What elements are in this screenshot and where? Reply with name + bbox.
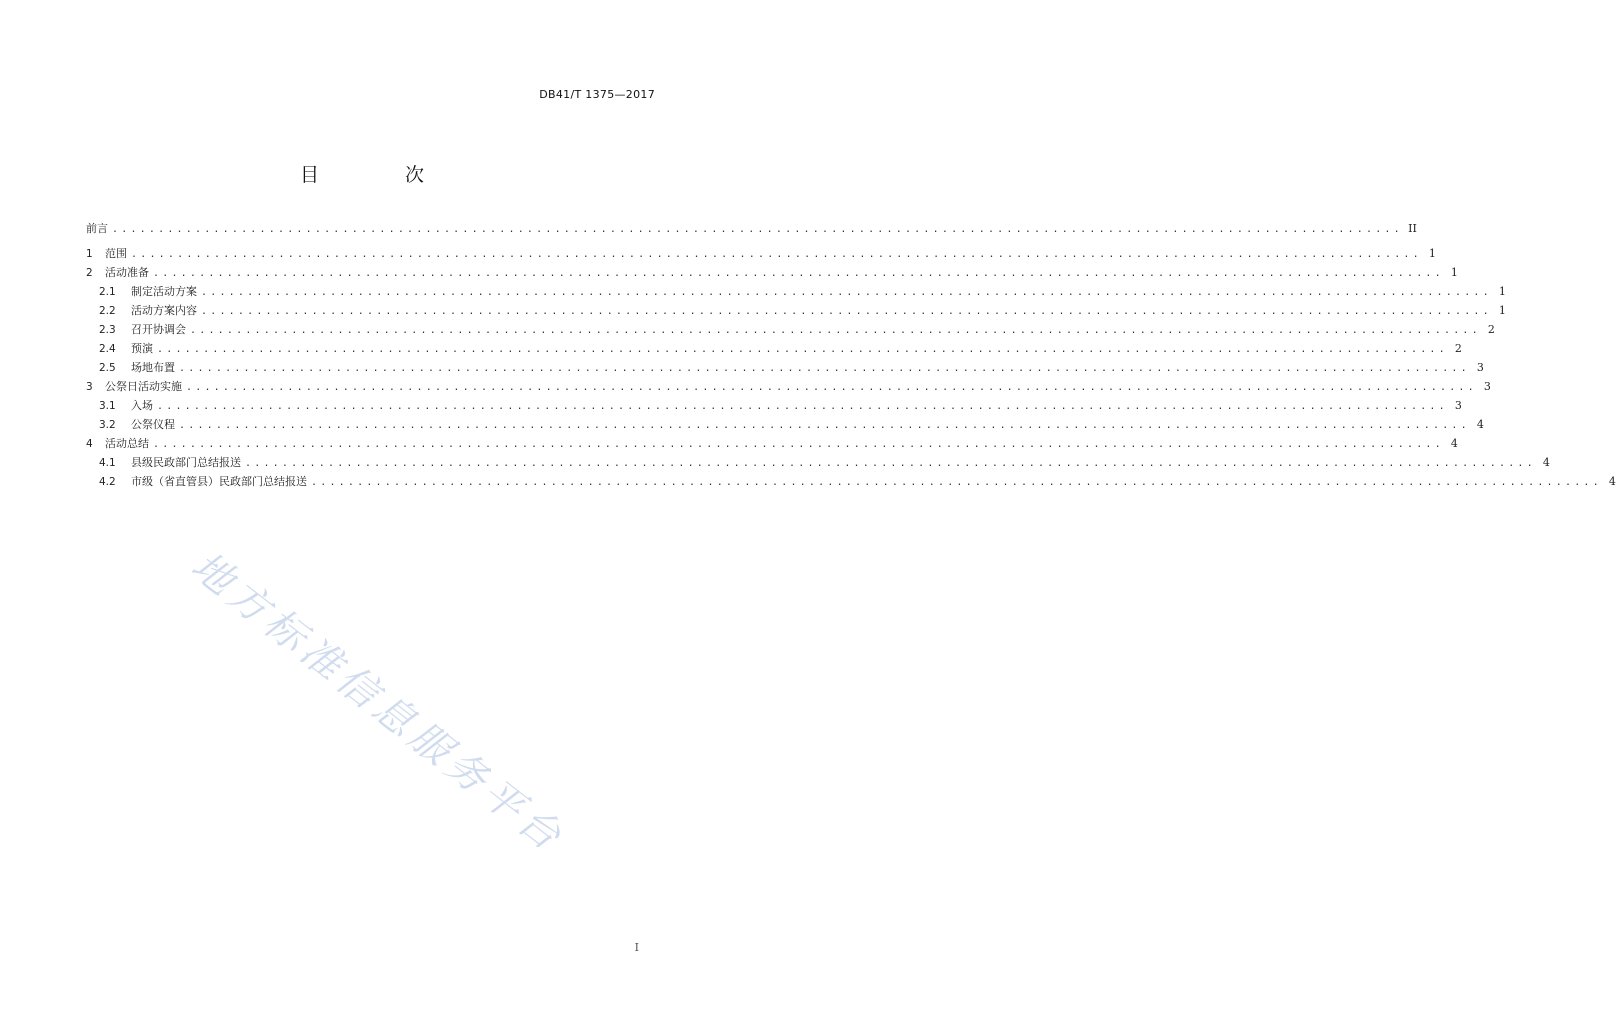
toc-entry-label: 召开协调会 bbox=[131, 323, 186, 336]
toc-dot-leader: ............................................................................................................................................ bbox=[157, 344, 1448, 355]
toc-entry-label: 市级（省直管县）民政部门总结报送 bbox=[131, 475, 307, 488]
page-number: I bbox=[634, 941, 639, 954]
toc-entry[interactable] bbox=[86, 396, 1462, 415]
toc-entry-label: 公祭日活动实施 bbox=[105, 380, 182, 393]
toc-dot-leader: ............................................................................................................................................ bbox=[201, 287, 1492, 298]
toc-dot-leader: ............................................................................................................................................ bbox=[131, 249, 1422, 260]
toc-entry[interactable] bbox=[86, 282, 1506, 301]
table-of-contents bbox=[86, 219, 1616, 491]
toc-dot-leader: ............................................................................................................................................ bbox=[201, 306, 1492, 317]
toc-entry-label: 入场 bbox=[131, 399, 153, 412]
watermark: 地方标准信息服务平台 bbox=[182, 543, 574, 863]
toc-entry-page: 1 bbox=[1428, 247, 1436, 260]
toc-entry-page: 1 bbox=[1498, 304, 1506, 317]
toc-entry-label: 范围 bbox=[105, 247, 127, 260]
toc-entry[interactable] bbox=[86, 377, 1491, 396]
toc-dot-leader: ............................................................................................................................................ bbox=[179, 420, 1470, 431]
toc-entry-number: 2.4 bbox=[99, 343, 116, 355]
toc-entry-page: 4 bbox=[1542, 456, 1550, 469]
toc-entry-number: 2 bbox=[86, 267, 93, 279]
toc-dot-leader: ............................................................................................................................................ bbox=[153, 268, 1444, 279]
toc-entry[interactable] bbox=[86, 244, 1436, 263]
toc-entry-number: 3.2 bbox=[99, 419, 116, 431]
toc-entry-label: 活动方案内容 bbox=[131, 304, 197, 317]
toc-dot-leader: ............................................................................................................................................ bbox=[112, 224, 1403, 235]
toc-entry-number: 2.3 bbox=[99, 324, 116, 336]
toc-entry[interactable] bbox=[86, 434, 1458, 453]
toc-dot-leader: ............................................................................................................................................ bbox=[153, 439, 1444, 450]
toc-dot-leader: ............................................................................................................................................ bbox=[190, 325, 1481, 336]
toc-entry-page: 4 bbox=[1608, 475, 1616, 488]
toc-entry[interactable] bbox=[86, 339, 1462, 358]
toc-entry-number: 4.2 bbox=[99, 476, 116, 488]
toc-entry[interactable] bbox=[86, 358, 1484, 377]
toc-entry-label: 活动准备 bbox=[105, 266, 149, 279]
toc-entry-number: 4.1 bbox=[99, 457, 116, 469]
toc-entry-label: 制定活动方案 bbox=[131, 285, 197, 298]
toc-entry-page: 4 bbox=[1476, 418, 1484, 431]
toc-dot-leader: ............................................................................................................................................ bbox=[179, 363, 1470, 374]
toc-entry-number: 2.2 bbox=[99, 305, 116, 317]
toc-dot-leader: ............................................................................................................................................ bbox=[245, 458, 1536, 469]
toc-entry-label: 场地布置 bbox=[131, 361, 175, 374]
toc-entry-page: 3 bbox=[1476, 361, 1484, 374]
toc-entry-number: 3.1 bbox=[99, 400, 116, 412]
toc-entry-label: 预演 bbox=[131, 342, 153, 355]
toc-entry-number: 2.5 bbox=[99, 362, 116, 374]
toc-dot-leader: ............................................................................................................................................ bbox=[157, 401, 1448, 412]
toc-entry-number: 1 bbox=[86, 248, 93, 260]
toc-entry-page: 3 bbox=[1454, 399, 1462, 412]
toc-entry-label: 县级民政部门总结报送 bbox=[131, 456, 241, 469]
toc-entry[interactable] bbox=[86, 219, 1417, 238]
toc-entry[interactable] bbox=[86, 301, 1506, 320]
toc-entry-page: 4 bbox=[1450, 437, 1458, 450]
toc-entry-page: 2 bbox=[1454, 342, 1462, 355]
toc-dot-leader: ............................................................................................................................................ bbox=[186, 382, 1477, 393]
toc-entry-label: 活动总结 bbox=[105, 437, 149, 450]
toc-entry-label: 公祭仪程 bbox=[131, 418, 175, 431]
toc-entry[interactable] bbox=[86, 472, 1616, 491]
standard-code: DB41/T 1375—2017 bbox=[539, 88, 655, 101]
toc-dot-leader: ............................................................................................................................................ bbox=[311, 477, 1602, 488]
toc-entry-number: 3 bbox=[86, 381, 93, 393]
toc-entry-label: 前言 bbox=[86, 222, 108, 235]
page-title: 目 次 bbox=[299, 164, 465, 186]
toc-entry[interactable] bbox=[86, 320, 1495, 339]
toc-entry-page: II bbox=[1408, 222, 1417, 235]
toc-entry-page: 1 bbox=[1450, 266, 1458, 279]
toc-entry[interactable] bbox=[86, 453, 1550, 472]
toc-entry-page: 3 bbox=[1483, 380, 1491, 393]
toc-entry-page: 2 bbox=[1487, 323, 1495, 336]
toc-entry-number: 2.1 bbox=[99, 286, 116, 298]
toc-entry-number: 4 bbox=[86, 438, 93, 450]
toc-entry-page: 1 bbox=[1498, 285, 1506, 298]
toc-entry[interactable] bbox=[86, 263, 1458, 282]
toc-entry[interactable] bbox=[86, 415, 1484, 434]
